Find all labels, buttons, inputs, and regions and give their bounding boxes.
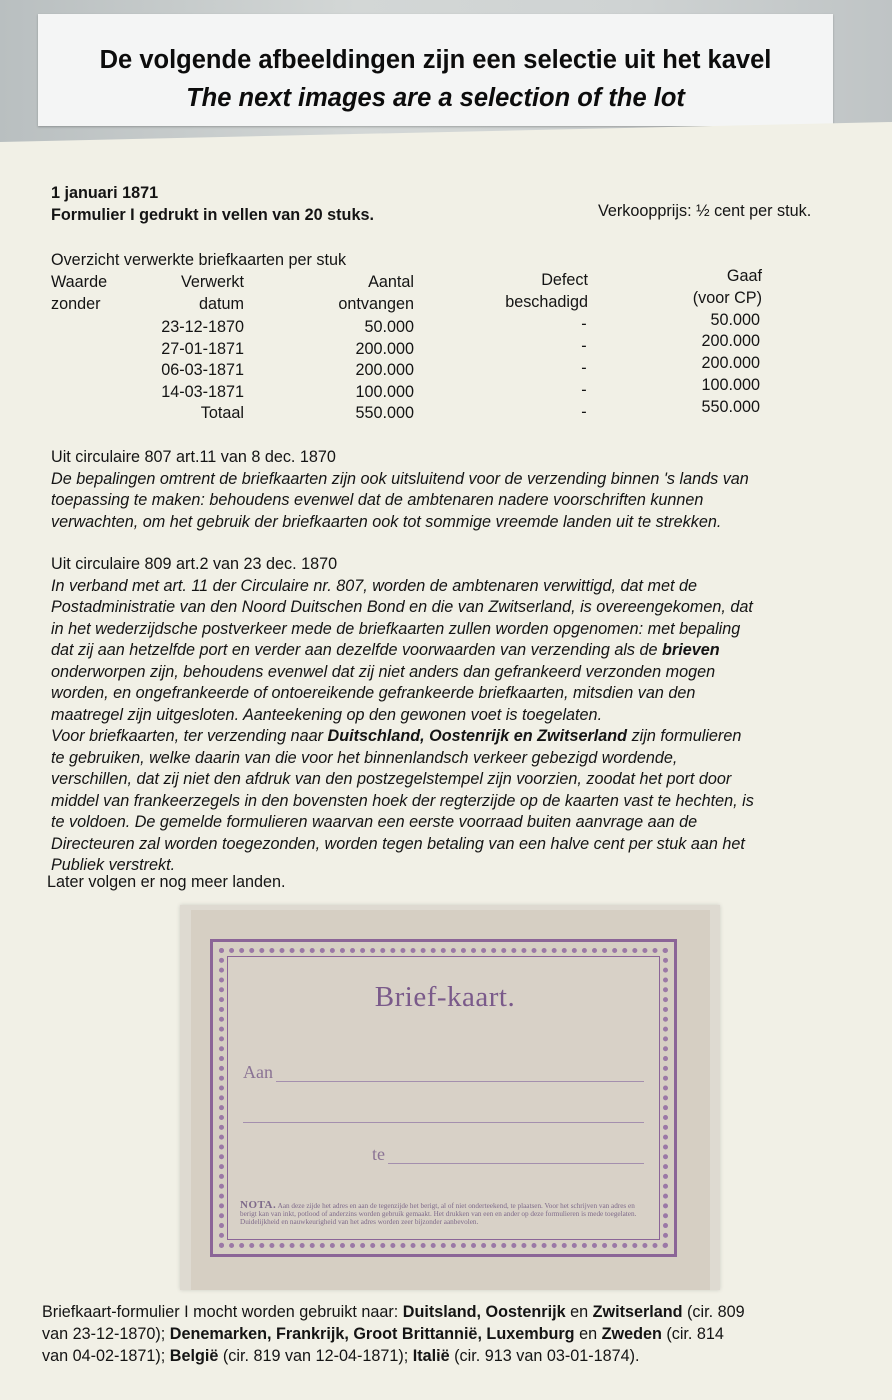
footer-text: van 23-12-1870); — [42, 1325, 170, 1343]
circular-809-text: zijn formulieren — [627, 727, 742, 745]
col-header-waarde: Waarde — [51, 273, 108, 291]
banner — [38, 14, 833, 126]
circular-807 — [51, 447, 749, 533]
col-header-ontvangen: ontvangen — [338, 295, 414, 313]
table-row-good: 50.000 — [710, 311, 760, 329]
col-header-aantal: Aantal — [368, 273, 414, 291]
col-header-gaaf: Gaaf — [726, 267, 762, 285]
circular-809-heading: Uit circulaire 809 art.2 van 23 dec. 1870 — [51, 555, 338, 573]
table-row-good: 200.000 — [701, 354, 760, 372]
postcard-title: Brief-kaart. — [374, 981, 516, 1013]
table-row-date: 06-03-1871 — [161, 361, 244, 379]
circular-809-line: Publiek verstrekt. — [51, 856, 176, 874]
nota-text: Aan deze zijde het adres en aan de tegenzijde het berigt, al of niet onderteekend, te plaatsen. Voor het schrijven van adres en berigt kan van inkt, potlood of anderzins worden gebruik gemaakt. Het drukken van een en ander op deze formulieren is mede toegelaten. Duidelijkheid en nauwkeurigheid van het adres worden zeer bijzonder aanbevolen. — [240, 1202, 637, 1226]
footer-text: (cir. 809 — [682, 1303, 745, 1321]
footer-text: en — [565, 1303, 593, 1321]
col-header-beschadigd: beschadigd — [505, 293, 588, 311]
footer-text: (cir. 913 van 03-01-1874). — [449, 1347, 640, 1365]
table-row-good: 100.000 — [701, 376, 760, 394]
footer-text: Briefkaart-formulier I mocht worden gebruikt naar: — [42, 1303, 403, 1321]
table-row-date: 27-01-1871 — [161, 340, 244, 358]
circular-807-line: De bepalingen omtrent de briefkaarten zijn ook uitsluitend voor de verzending binnen 's lands van — [51, 469, 749, 488]
footer-country: Zweden — [601, 1325, 662, 1343]
table-row-defect: - — [581, 359, 587, 377]
sale-price: Verkoopprijs: ½ cent per stuk. — [598, 202, 812, 220]
footer-country: België — [169, 1347, 219, 1365]
col-header-verwerkt: Verwerkt — [181, 273, 244, 291]
page-date: 1 januari 1871 — [51, 184, 159, 202]
circular-807-line: toepassing te maken: behoudens evenwel dat de ambtenaren nadere voorschriften kunnen — [51, 491, 704, 509]
postcard-te-label: te — [372, 1144, 385, 1164]
address-line — [243, 1122, 644, 1123]
table-row-received: 100.000 — [355, 383, 414, 401]
circular-809-line: Directeuren zal worden toegezonden, worden tegen betaling van een halve cent per stuk aan het — [51, 834, 745, 853]
table-row-defect: - — [581, 315, 587, 333]
table-total-label: Totaal — [200, 404, 244, 422]
footer-country: Italië — [412, 1347, 450, 1365]
col-header-zonder: zonder — [51, 295, 101, 313]
circular-809-line: In verband met art. 11 der Circulaire nr. 807, worden de ambtenaren verwittigd, dat met de — [51, 576, 698, 595]
table-row-good: 200.000 — [701, 332, 760, 350]
later-note: Later volgen er nog meer landen. — [47, 873, 286, 891]
address-line — [388, 1163, 644, 1164]
nota-label: NOTA. — [240, 1199, 277, 1211]
table-row-received: 200.000 — [355, 340, 414, 358]
banner-english: The next images are a selection of the lot — [186, 84, 685, 112]
footer-text: (cir. 819 van 12-04-1871); — [218, 1347, 413, 1365]
table-row-defect: - — [581, 337, 587, 355]
address-line — [276, 1081, 644, 1082]
table-total-defect: - — [581, 403, 587, 421]
col-header-datum: datum — [199, 295, 244, 313]
page-subtitle: Formulier I gedrukt in vellen van 20 stuks. — [51, 206, 374, 224]
circular-809-line: in het wederzijdsche postverkeer mede de briefkaarten zullen worden opgenomen: met bepaling — [51, 619, 741, 638]
table-row-received: 200.000 — [355, 361, 414, 379]
table-row-received: 50.000 — [364, 318, 414, 336]
circular-807-line: verwachten, om het gebruik der briefkaarten ook tot sommige vreemde landen uit te strekken. — [51, 512, 722, 531]
footer-country: Denemarken, Frankrijk, Groot Brittannië, Luxemburg — [169, 1325, 575, 1343]
footer-text: (cir. 814 — [661, 1325, 724, 1343]
postcard-aan-label: Aan — [243, 1062, 273, 1082]
circular-809-line: te gebruiken, welke daarin van die voor het binnenlandsch verkeer gebezigd wordende, — [51, 748, 678, 767]
footer-line — [42, 1323, 724, 1345]
circular-809-line — [51, 640, 754, 662]
footer-text: van 04-02-1871); — [42, 1347, 170, 1365]
banner-dutch: De volgende afbeeldingen zijn een selectie uit het kavel — [99, 46, 772, 74]
circular-809-line: verschillen, dat zij niet den afdruk van den postzegelstempel zijn voorzien, zoodat het port door — [51, 770, 732, 788]
footer-line — [42, 1301, 745, 1323]
circular-809-text: dat zij aan hetzelfde port en verder aan dezelfde voorwaarden van verzending als de — [51, 641, 663, 659]
circular-809 — [51, 554, 754, 877]
circular-809-bold: brieven — [662, 641, 720, 659]
table-row-date: 14-03-1871 — [161, 383, 244, 401]
postcard-nota — [240, 1201, 650, 1226]
col-header-voor-cp: (voor CP) — [692, 289, 762, 307]
table-row-defect: - — [581, 381, 587, 399]
circular-809-line: middel van frankeerzegels in den bovensten hoek der regterzijde op de kaarten vast te hechten, is — [51, 791, 754, 810]
circular-809-line — [51, 726, 754, 748]
circular-809-text: Voor briefkaarten, ter verzending naar — [51, 727, 328, 745]
table-caption: Overzicht verwerkte briefkaarten per stuk — [51, 251, 347, 269]
circular-809-line: Postadministratie van den Noord Duitschen Bond en die van Zwitserland, is overeengekomen, dat — [51, 598, 753, 616]
footer-country: Zwitserland — [592, 1303, 683, 1321]
circular-807-heading: Uit circulaire 807 art.11 van 8 dec. 1870 — [51, 448, 336, 466]
circular-809-line: onderworpen zijn, behoudens evenwel dat zij niet anders dan gefrankeerd verzonden mogen — [51, 662, 716, 681]
col-header-defect: Defect — [541, 271, 588, 289]
table-total-received: 550.000 — [355, 404, 414, 422]
table-total-good: 550.000 — [701, 398, 760, 416]
footer-line — [42, 1345, 640, 1367]
footer-text: en — [574, 1325, 602, 1343]
circular-809-line: maatregel zijn uitgesloten. Aanteekening op den gewonen voet is toegelaten. — [51, 705, 603, 724]
circular-809-line: te voldoen. De gemelde formulieren waarvan een eerste voorraad buiten aanvrage aan de — [51, 813, 698, 831]
circular-809-line: worden, en ongefrankeerde of ontoereikende gefrankeerde briefkaarten, mitsdien van den — [51, 684, 696, 702]
table-row-date: 23-12-1870 — [161, 318, 244, 336]
footer-country: Duitsland, Oostenrijk — [402, 1303, 566, 1321]
circular-809-bold: Duitschland, Oostenrijk en Zwitserland — [327, 727, 628, 745]
